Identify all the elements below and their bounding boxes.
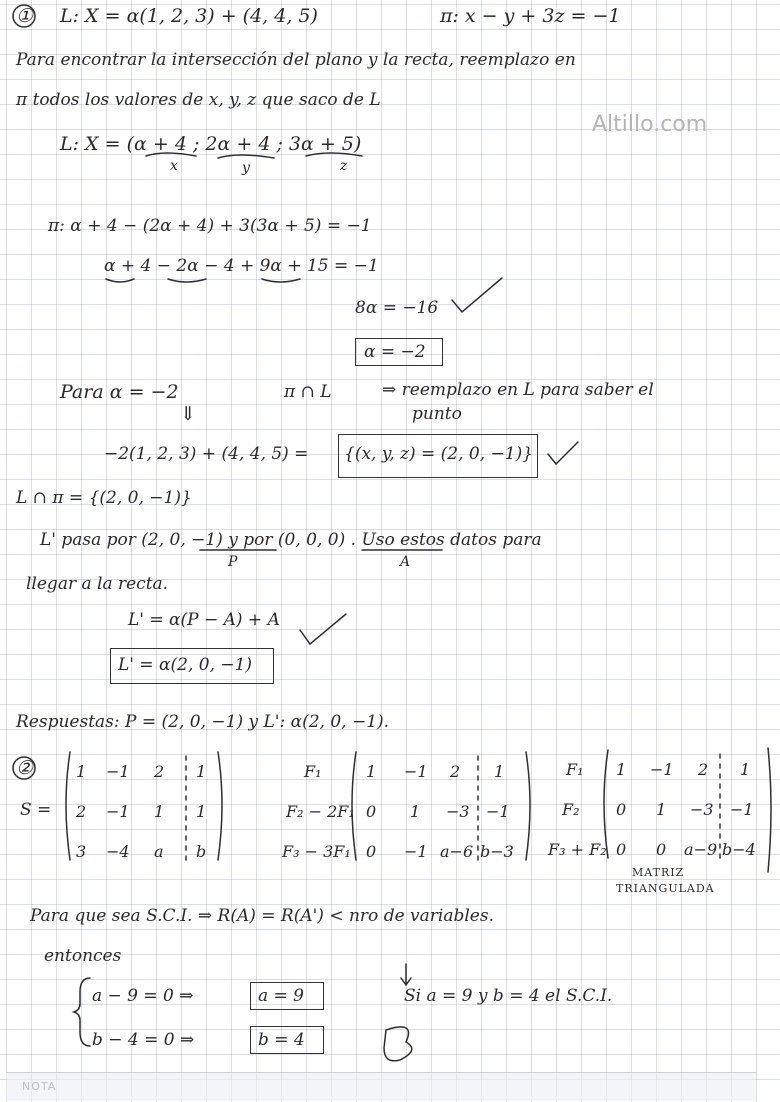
underline-y bbox=[218, 155, 274, 158]
system-brace bbox=[74, 978, 90, 1046]
m2-r3-c2: −1 bbox=[404, 842, 428, 861]
alpha-result: α = −2 bbox=[364, 342, 426, 362]
m2-r1-c4: 1 bbox=[494, 762, 505, 781]
underline-z bbox=[306, 153, 362, 156]
result-a: a = 9 bbox=[258, 986, 305, 1006]
m2-r3-c4: b−3 bbox=[480, 842, 514, 861]
m3-r3-c4: b−4 bbox=[722, 840, 756, 859]
grade-mark-icon bbox=[384, 1027, 412, 1061]
label-A: A bbox=[400, 554, 411, 570]
label-z: z bbox=[340, 158, 348, 174]
m1-r1-c1: 1 bbox=[76, 762, 87, 781]
curve-2 bbox=[168, 279, 206, 282]
m2-r3-c3: a−6 bbox=[440, 842, 474, 861]
m1-r3-c2: −4 bbox=[106, 842, 130, 861]
m2-r1-c2: −1 bbox=[404, 762, 428, 781]
m2-r1-c3: 2 bbox=[450, 762, 461, 781]
lprime-result: L' = α(2, 0, −1) bbox=[118, 655, 253, 675]
substitution-1: π: α + 4 − (2α + 4) + 3(3α + 5) = −1 bbox=[48, 216, 372, 236]
label-P: P bbox=[228, 554, 238, 570]
curve-1 bbox=[106, 279, 134, 282]
watermark: Altillo.com bbox=[592, 112, 708, 137]
m3-r2-c2: 1 bbox=[656, 800, 667, 819]
m2-op-1: F₁ bbox=[304, 762, 322, 781]
m3-r3-c3: a−9 bbox=[684, 840, 718, 859]
m2-r2-c4: −1 bbox=[486, 802, 510, 821]
matrix1-right-bracket bbox=[218, 752, 222, 860]
underline-x bbox=[146, 153, 196, 156]
m3-r1-c4: 1 bbox=[740, 760, 751, 779]
circle-mark-1 bbox=[13, 5, 35, 27]
m3-r1-c2: −1 bbox=[650, 760, 674, 779]
label-x: x bbox=[170, 158, 178, 174]
m1-r1-c2: −1 bbox=[106, 762, 130, 781]
lprime-text-1: L' pasa por (2, 0, −1) y por (0, 0, 0) . Uso estos datos para bbox=[40, 530, 542, 550]
matrix2-right-bracket bbox=[526, 752, 530, 860]
intro-line-1: Para encontrar la intersección del plano y la recta, reemplazo en bbox=[16, 50, 576, 70]
line-equation: L: X = α(1, 2, 3) + (4, 4, 5) bbox=[60, 5, 318, 27]
m1-r2-c2: −1 bbox=[106, 802, 130, 821]
entonces: entonces bbox=[44, 946, 122, 966]
m1-r1-c3: 2 bbox=[154, 762, 165, 781]
lprime-formula: L' = α(P − A) + A bbox=[128, 610, 280, 630]
m3-r2-c3: −3 bbox=[690, 800, 714, 819]
substitution-3: 8α = −16 bbox=[355, 298, 439, 318]
m2-r3-c1: 0 bbox=[366, 842, 377, 861]
m2-r2-c1: 0 bbox=[366, 802, 377, 821]
m3-r2-c4: −1 bbox=[730, 800, 754, 819]
intersection-result: L ∩ π = {(2, 0, −1)} bbox=[16, 488, 192, 508]
arrow-note-2: punto bbox=[412, 404, 462, 424]
m1-r1-c4: 1 bbox=[196, 762, 207, 781]
m1-r2-c3: 1 bbox=[154, 802, 165, 821]
m3-op-3: F₃ + F₂ bbox=[548, 840, 607, 859]
point-result: {(x, y, z) = (2, 0, −1)} bbox=[344, 444, 534, 464]
m3-op-1: F₁ bbox=[566, 760, 584, 779]
down-arrow: ⇓ bbox=[180, 403, 196, 425]
m3-op-2: F₂ bbox=[562, 800, 580, 819]
m3-r3-c1: 0 bbox=[616, 840, 627, 859]
m1-r3-c1: 3 bbox=[76, 842, 87, 861]
m1-r2-c1: 2 bbox=[76, 802, 87, 821]
point-equation: −2(1, 2, 3) + (4, 4, 5) = bbox=[104, 444, 309, 464]
m1-r3-c4: b bbox=[196, 842, 207, 861]
m3-r1-c1: 1 bbox=[616, 760, 627, 779]
m2-r2-c3: −3 bbox=[446, 802, 470, 821]
para-alpha: Para α = −2 bbox=[60, 381, 179, 403]
substitution-2: α + 4 − 2α − 4 + 9α + 15 = −1 bbox=[104, 256, 379, 276]
sci-condition: Para que sea S.C.I. ⇒ R(A) = R(A') < nro de variables. bbox=[30, 906, 494, 926]
m2-r1-c1: 1 bbox=[366, 762, 377, 781]
conclusion: Si a = 9 y b = 4 el S.C.I. bbox=[404, 986, 613, 1006]
parametric-line: L: X = (α + 4 ; 2α + 4 ; 3α + 5) bbox=[60, 133, 362, 155]
result-b: b = 4 bbox=[258, 1030, 305, 1050]
matrix3-left-bracket bbox=[604, 750, 608, 858]
m2-r2-c2: 1 bbox=[410, 802, 421, 821]
s-label: S = bbox=[20, 800, 52, 820]
matrix3-right-bracket bbox=[768, 748, 771, 872]
checkmark-icon bbox=[300, 614, 346, 644]
m3-r3-c2: 0 bbox=[656, 840, 667, 859]
curve-3 bbox=[262, 279, 300, 282]
circle-mark-2 bbox=[13, 757, 35, 779]
footer-nota: NOTA bbox=[22, 1080, 57, 1093]
exercise-2-number: ② bbox=[16, 757, 34, 779]
answers: Respuestas: P = (2, 0, −1) y L': α(2, 0, −1). bbox=[16, 712, 390, 732]
down-arrow-icon bbox=[401, 964, 411, 985]
m3-r2-c1: 0 bbox=[616, 800, 627, 819]
m1-r2-c4: 1 bbox=[196, 802, 207, 821]
matrix2-left-bracket bbox=[352, 752, 356, 860]
equation-b: b − 4 = 0 ⇒ bbox=[92, 1030, 195, 1050]
lprime-text-2: llegar a la recta. bbox=[26, 574, 169, 594]
m2-op-2: F₂ − 2F₁ bbox=[286, 802, 355, 821]
exercise-1-number: ① bbox=[16, 5, 34, 27]
arrow-note-1: ⇒ reemplazo en L para saber el bbox=[382, 380, 654, 400]
equation-a: a − 9 = 0 ⇒ bbox=[92, 986, 194, 1006]
checkmark-icon bbox=[548, 442, 578, 464]
matrix1-left-bracket bbox=[66, 752, 70, 860]
matrix-note-2: TRIANGULADA bbox=[616, 882, 715, 895]
intersection-symbol: π ∩ L bbox=[284, 382, 332, 402]
m1-r3-c3: a bbox=[154, 842, 164, 861]
intro-line-2: π todos los valores de x, y, z que saco de L bbox=[16, 90, 381, 110]
m2-op-3: F₃ − 3F₁ bbox=[282, 842, 351, 861]
label-y: y bbox=[242, 160, 250, 176]
checkmark-icon bbox=[452, 278, 502, 312]
plane-equation: π: x − y + 3z = −1 bbox=[440, 5, 621, 27]
matrix-note-1: MATRIZ bbox=[632, 866, 685, 879]
m3-r1-c3: 2 bbox=[698, 760, 709, 779]
